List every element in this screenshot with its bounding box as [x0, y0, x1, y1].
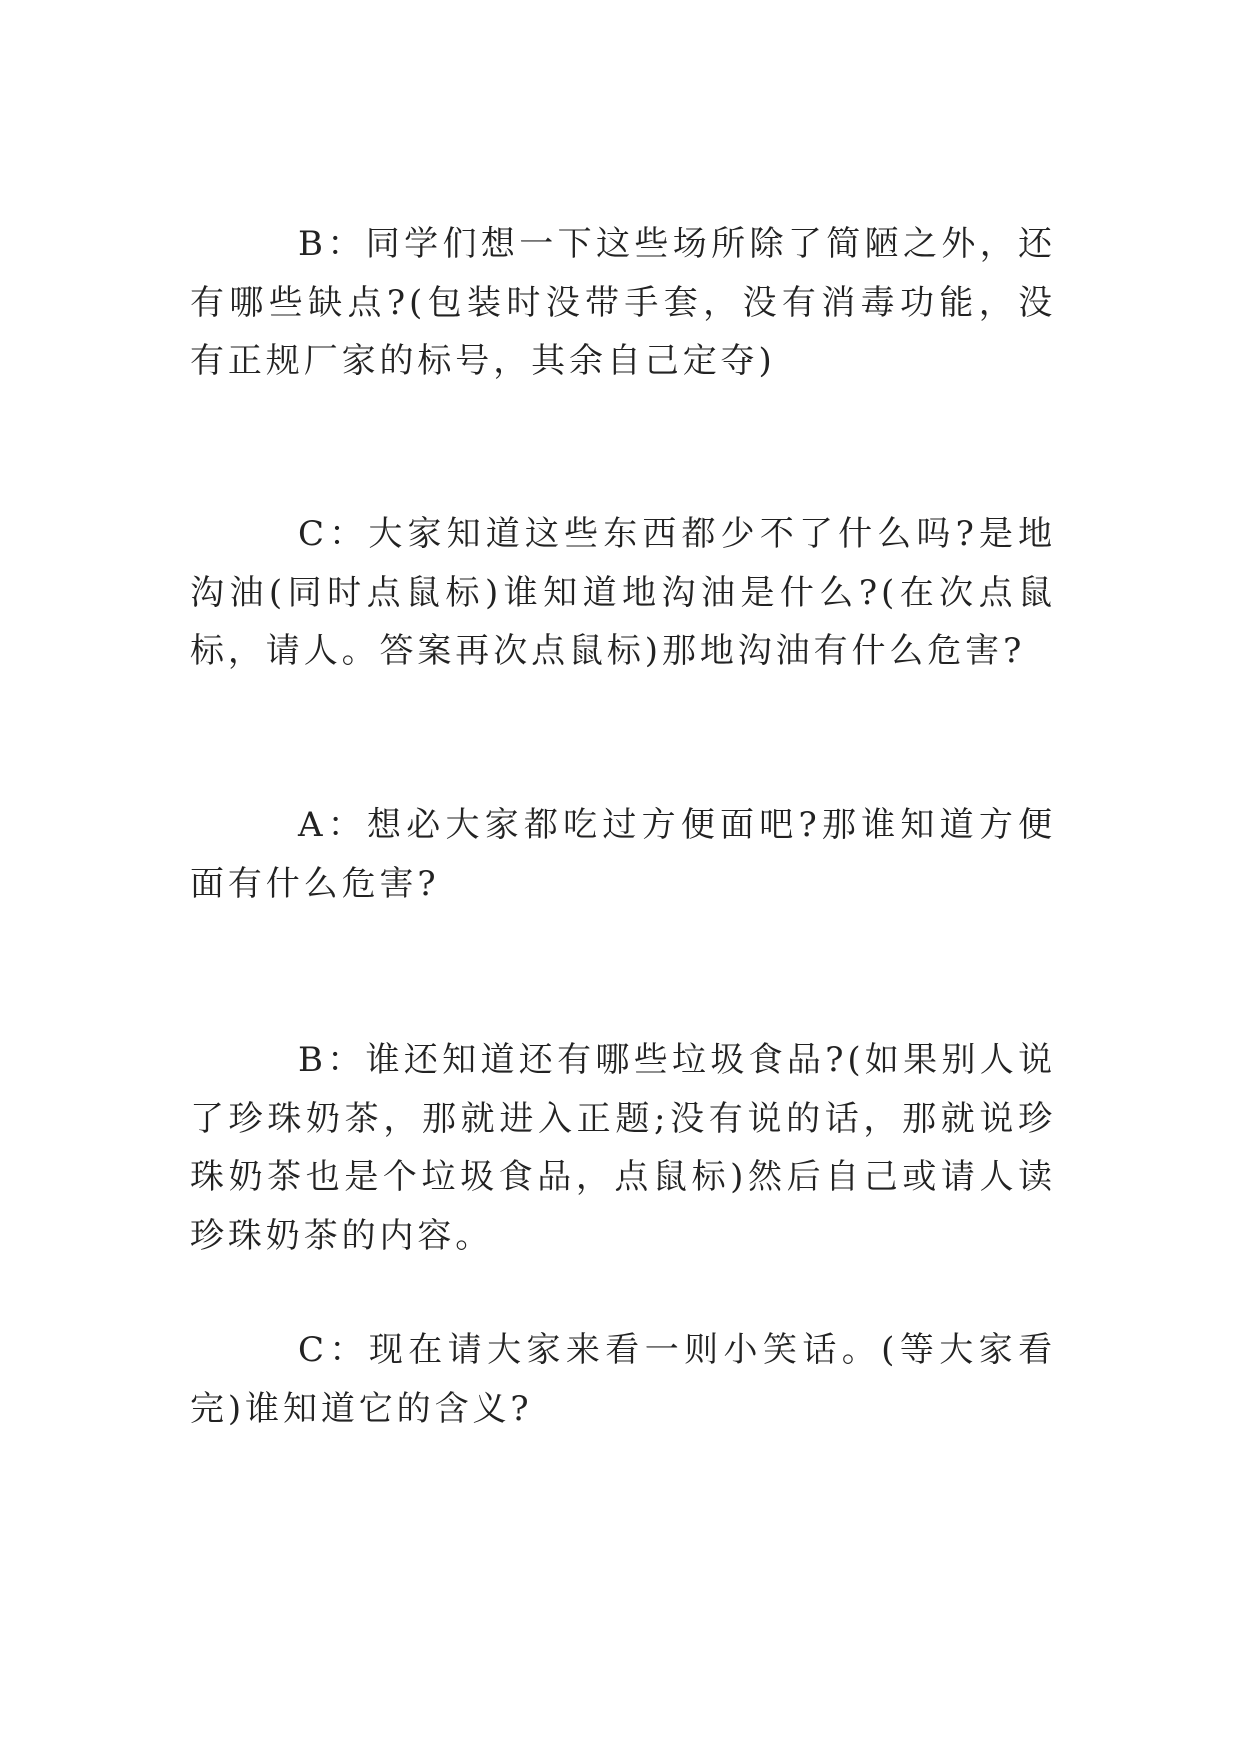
paragraph-b-junk-food: B：谁还知道还有哪些垃圾食品?(如果别人说了珍珠奶茶，那就进入正题;没有说的话，那就说珍珠奶茶也是个垃圾食品，点鼠标)然后自己或请人读珍珠奶茶的内容。 — [190, 1040, 1056, 1256]
paragraph-a-instant-noodles: A：想必大家都吃过方便面吧?那谁知道方便面有什么危害? — [190, 805, 1056, 904]
paragraph-c-joke: C：现在请大家来看一则小笑话。(等大家看完)谁知道它的含义? — [190, 1330, 1056, 1429]
paragraph-c-gutter-oil: C：大家知道这些东西都少不了什么吗?是地沟油(同时点鼠标)谁知道地沟油是什么?(在次点鼠标，请人。答案再次点鼠标)那地沟油有什么危害? — [190, 514, 1056, 671]
paragraph-b-venue-drawbacks: B：同学们想一下这些场所除了简陋之外，还有哪些缺点?(包装时没带手套，没有消毒功能，没有正规厂家的标号，其余自己定夺) — [190, 224, 1056, 381]
